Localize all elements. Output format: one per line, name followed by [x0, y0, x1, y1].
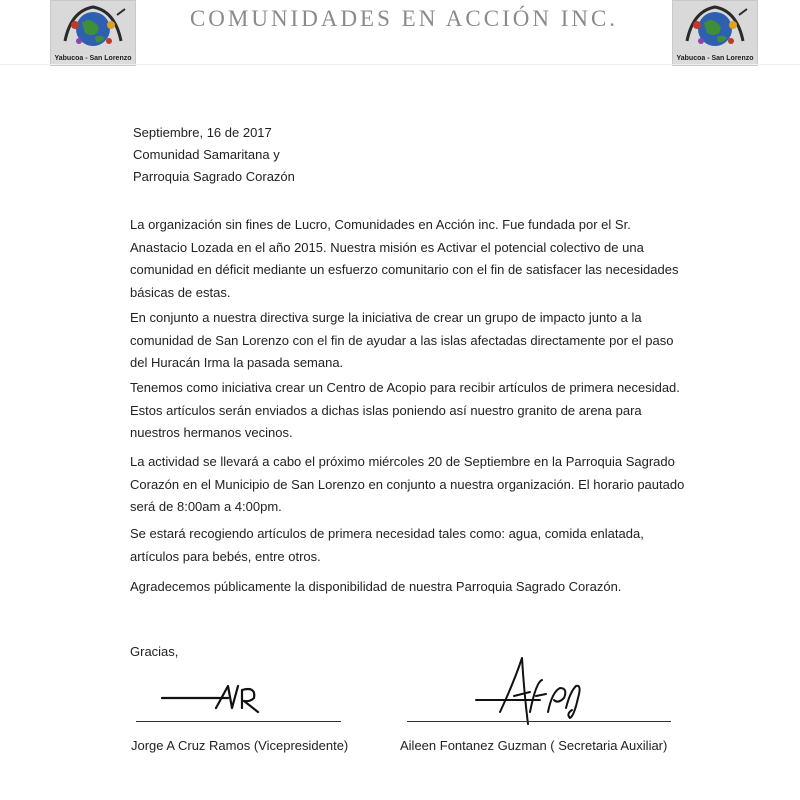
logo-caption: Yabucoa - San Lorenzo [54, 55, 132, 62]
letterhead-title: COMUNIDADES EN ACCIÓN INC. [189, 6, 619, 31]
logo-caption: Yabucoa - San Lorenzo [676, 55, 754, 62]
letter-paragraph [130, 523, 686, 568]
letter-date: Septiembre, 16 de 2017 [133, 125, 272, 140]
paragraph-text: La organización sin fines de Lucro, Comunidades en Acción inc. Fue fundada por el Sr. Anastacio Lozada en el año 2015. Nuestra misión es Activar el potencial colectivo de una comunidad en déficit mediante un esfuerzo comunitario con el fin de satisfacer las necesidades básicas de estas. [130, 217, 679, 300]
paragraph-text: Se estará recogiendo artículos de primera necesidad tales como: agua, comida enlatada, artículos para bebés, entre otros. [130, 526, 644, 564]
signature-line [407, 721, 671, 722]
paragraph-text: Agradecemos públicamente la disponibilidad de nuestra Parroquia Sagrado Corazón. [130, 579, 622, 594]
signer-name: Jorge A Cruz Ramos (Vicepresidente) [131, 738, 349, 753]
closing-salutation: Gracias, [130, 644, 179, 659]
letter-paragraph [130, 451, 686, 519]
letter-paragraph [130, 576, 686, 599]
paragraph-text: En conjunto a nuestra directiva surge la iniciativa de crear un grupo de impacto junto a la comunidad de San Lorenzo con el fin de ayudar a las islas afectadas directamente por el paso del Huracán Irma la pasada semana. [130, 310, 674, 370]
organization-logo-right [672, 0, 758, 66]
globe-emblem-icon [673, 1, 757, 55]
signature-line [136, 721, 341, 722]
date-recipient-block [133, 122, 295, 188]
organization-logo-left [50, 0, 136, 66]
recipient-line: Comunidad Samaritana y [133, 147, 280, 162]
globe-emblem-icon [51, 1, 135, 55]
letter-paragraph [130, 214, 686, 304]
signer-name: Aileen Fontanez Guzman ( Secretaria Auxiliar) [400, 738, 668, 753]
paragraph-text: Tenemos como iniciativa crear un Centro de Acopio para recibir artículos de primera necesidad. Estos artículos serán enviados a dichas islas poniendo así nuestro granito de arena para nuestros hermanos vecinos. [130, 380, 680, 440]
paragraph-text: La actividad se llevará a cabo el próximo miércoles 20 de Septiembre en la Parroquia Sagrado Corazón en el Municipio de San Lorenzo en conjunto a nuestra organización. El horario pautado será de 8:00am a 4:00pm. [130, 454, 685, 514]
signature-jorge [158, 668, 278, 724]
header-divider [0, 64, 800, 65]
letter-paragraph [130, 377, 686, 445]
signature-aileen [470, 652, 600, 732]
letter-paragraph [130, 307, 686, 375]
recipient-line: Parroquia Sagrado Corazón [133, 169, 295, 184]
